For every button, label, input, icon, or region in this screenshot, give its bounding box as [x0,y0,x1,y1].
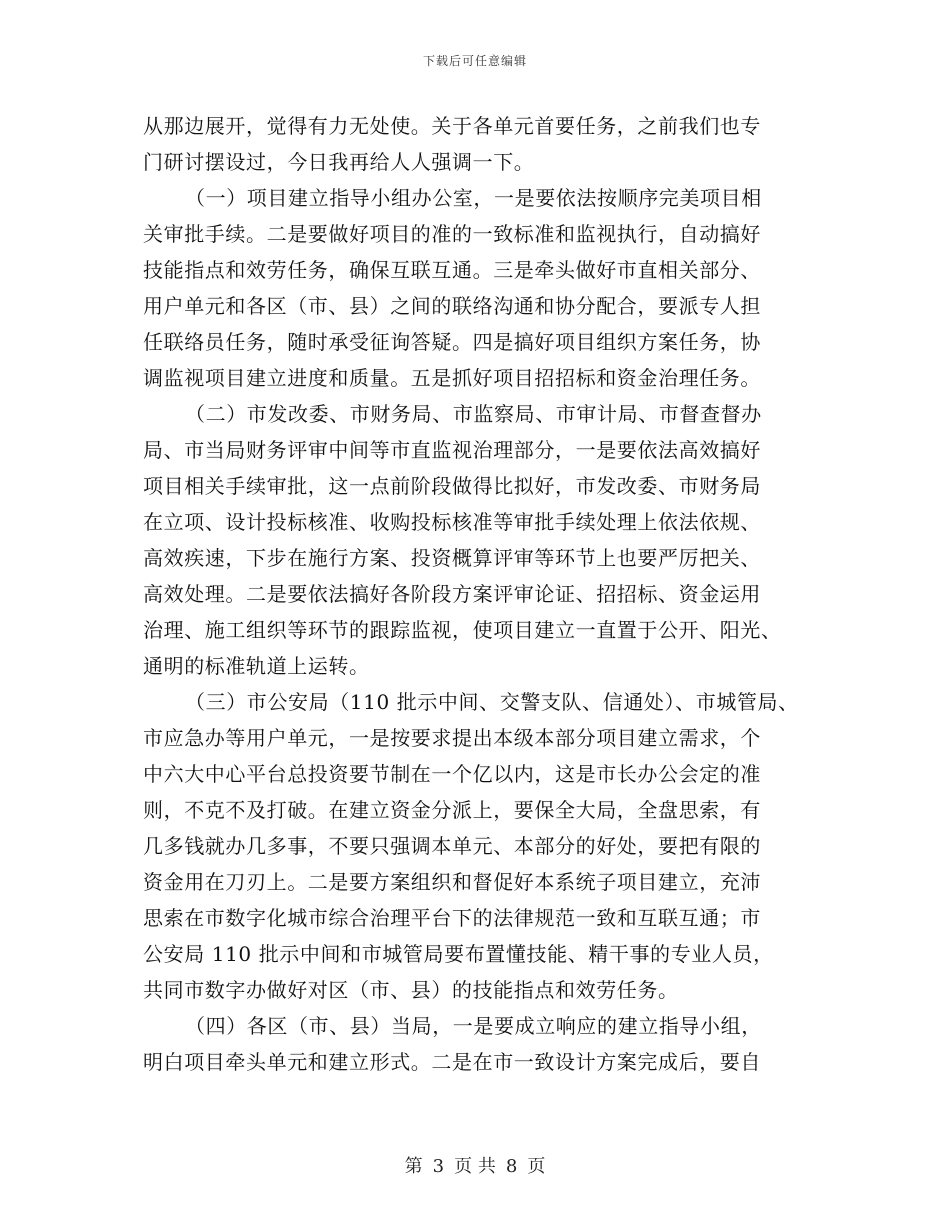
text-line: 调监视项目建立进度和质量。五是抓好项目招招标和资金治理任务。 [143,366,761,390]
text-line: 高效疾速，下步在施行方案、投资概算评审等环节上也要严厉把关、 [143,546,761,570]
page-header: 下载后可任意编辑 [422,54,527,68]
footer-page-number: 3 [432,1156,445,1177]
text-line: 治理、施工组织等环节的跟踪监视，使项目建立一直置于公开、阳光、 [143,618,782,642]
text-line: 思索在市数字化城市综合治理平台下的法律规范一致和互联互通；市 [143,906,761,930]
text-line: 则，不克不及打破。在建立资金分派上，要保全大局，全盘思索，有 [143,798,761,822]
text-line: 门研讨摆设过，今日我再给人人强调一下。 [143,150,535,174]
page-footer [0,1152,950,1178]
text-line: （三）市公安局（110 批示中间、交警支队、信通处）、市城管局、 [185,690,799,714]
text-line: 技能指点和效劳任务，确保互联互通。三是牵头做好市直相关部分、 [143,258,761,282]
text-line: 几多钱就办几多事，不要只强调本单元、本部分的好处，要把有限的 [143,834,761,858]
text-line: 在立项、设计投标核准、收购投标核准等审批手续处理上依法依规、 [143,510,761,534]
footer-middle: 页 共 [454,1156,496,1177]
text-line: 资金用在刀刃上。二是要方案组织和督促好本系统子项目建立，充沛 [143,870,761,894]
text-line: 局、市当局财务评审中间等市直监视治理部分，一是要依法高效搞好 [143,438,761,462]
text-line: 共同市数字办做好对区（市、县）的技能指点和效劳任务。 [143,978,679,1002]
text-line: 用户单元和各区（市、县）之间的联络沟通和协分配合，要派专人担 [143,294,761,318]
document-body [143,108,807,1080]
text-line: 市应急办等用户单元，一是按要求提出本级本部分项目建立需求，个 [143,726,761,750]
text-line: 从那边展开，觉得有力无处使。关于各单元首要任务，之前我们也专 [143,114,761,138]
text-line: （四）各区（市、县）当局，一是要成立响应的建立指导小组， [185,1014,762,1038]
text-line: 项目相关手续审批，这一点前阶段做得比拟好，市发改委、市财务局 [143,474,761,498]
text-line: 通明的标准轨道上运转。 [143,654,370,678]
footer-prefix: 第 [404,1156,423,1177]
text-line: 公安局 110 批示中间和市城管局要布置懂技能、精干事的专业人员， [143,942,774,966]
text-line: 高效处理。二是要依法搞好各阶段方案评审论证、招招标、资金运用 [143,582,761,606]
text-line: 明白项目牵头单元和建立形式。二是在市一致设计方案完成后，要自 [143,1050,761,1074]
text-line: （二）市发改委、市财务局、市监察局、市审计局、市督查督办 [185,402,762,426]
text-line: 中六大中心平台总投资要节制在一个亿以内，这是市长办公会定的准 [143,762,761,786]
text-line: （一）项目建立指导小组办公室，一是要依法按顺序完美项目相 [185,186,762,210]
footer-total-pages: 8 [505,1156,518,1177]
text-line: 关审批手续。二是要做好项目的准的一致标准和监视执行，自动搞好 [143,222,761,246]
text-line: 任联络员任务，随时承受征询答疑。四是搞好项目组织方案任务，协 [143,330,761,354]
footer-suffix: 页 [527,1156,546,1177]
